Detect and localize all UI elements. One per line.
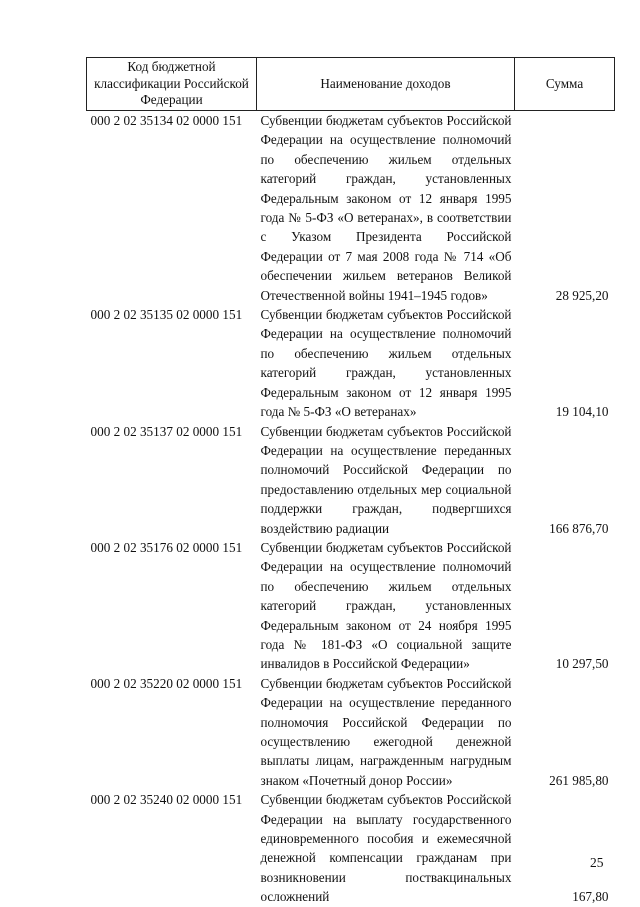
row-name: Субвенции бюджетам субъектов Российской Федерации на осуществление полномочий по обеспечению жильем отдельных категорий граждан, установленных Федеральным законом от 12 января 1995 года № 5-ФЗ «О ветеранах», в соответствии с Указом Президента Российской Федерации от 7 мая 2008 года № 714 «Об обеспечении жильем ветеранов Великой Отечественной войны 1941–1945 годов» [260,113,512,303]
row-sum: 19 104,10 [555,404,609,420]
row-sum: 166 876,70 [549,520,609,536]
table-row [87,674,615,790]
row-name: Субвенции бюджетам субъектов Российской Федерации на осуществление полномочий по обеспечению жильем отдельных категорий граждан, установленных Федеральным законом от 12 января 1995 года № 5-ФЗ «О ветеранах» [260,307,512,420]
row-sum: 10 297,50 [555,656,609,672]
revenue-table-container [86,57,614,907]
table-row [87,538,615,674]
row-name: Субвенции бюджетам субъектов Российской Федерации на осуществление переданных полномочий Российской Федерации по предоставлению отдельных мер социальной поддержки граждан, подвергшихся воздействию радиации [260,423,512,536]
header-sum: Сумма [515,58,615,111]
row-sum: 28 925,20 [555,287,609,303]
header-code: Код бюджетной классификации Российской Федерации [87,58,257,111]
row-code: 000 2 02 35220 02 0000 151 [90,675,243,691]
header-row [87,58,615,111]
table-row [87,111,615,306]
table-row [87,305,615,421]
table-header [87,58,615,111]
row-code: 000 2 02 35176 02 0000 151 [90,539,243,555]
row-code: 000 2 02 35137 02 0000 151 [90,423,243,439]
row-name: Субвенции бюджетам субъектов Российской Федерации на выплату государственного единовременного пособия и ежемесячной денежной компенсации гражданам при возникновении поствакцинальных осложнений [260,792,512,905]
header-name: Наименование доходов [257,58,515,111]
row-code: 000 2 02 35134 02 0000 151 [90,113,243,128]
revenue-table [86,57,615,907]
row-sum: 261 985,80 [549,772,609,788]
row-name: Субвенции бюджетам субъектов Российской Федерации на осуществление переданного полномочия Российской Федерации по осуществлению ежегодной денежной выплаты лицам, награжденным нагрудным знаком «Почетный донор России» [260,675,512,788]
row-code: 000 2 02 35240 02 0000 151 [90,792,243,808]
row-code: 000 2 02 35135 02 0000 151 [90,307,243,323]
row-sum: 167,80 [572,889,609,905]
table-body [87,111,615,907]
table-row [87,422,615,538]
table-row [87,790,615,906]
row-name: Субвенции бюджетам субъектов Российской Федерации на осуществление полномочий по обеспечению жильем отдельных категорий граждан, установленных Федеральным законом от 24 ноября 1995 года № 181-ФЗ «О социальной защите инвалидов в Российской Федерации» [260,539,512,672]
page-number: 25 [590,855,604,870]
